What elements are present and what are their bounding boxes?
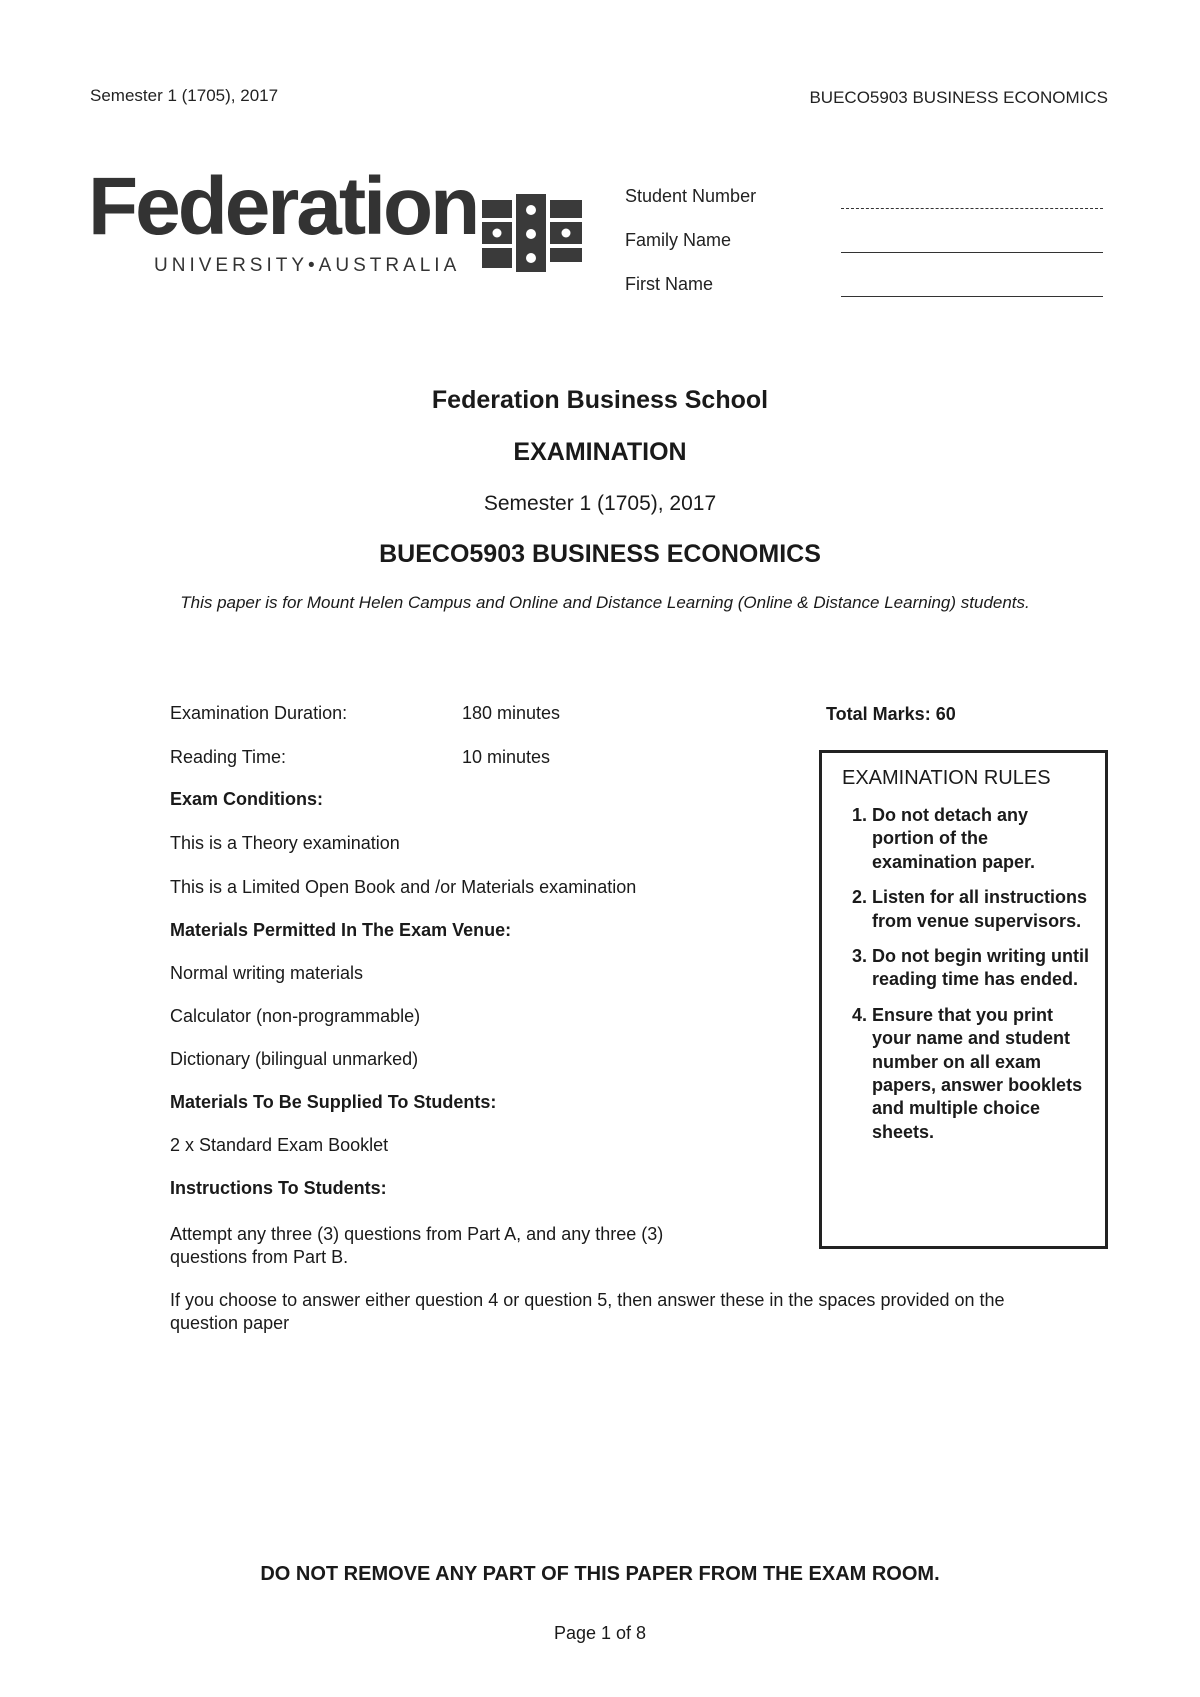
reading-time-label: Reading Time: (170, 747, 287, 767)
course-title: BUECO5903 BUSINESS ECONOMICS (379, 540, 821, 568)
rules-title: EXAMINATION RULES (842, 767, 1051, 789)
student-number-field[interactable] (841, 208, 1103, 209)
family-name-label: Family Name (625, 230, 732, 250)
supplied-booklet: 2 x Standard Exam Booklet (170, 1135, 389, 1155)
permitted-calculator: Calculator (non-programmable) (170, 1006, 421, 1026)
first-name-label: First Name (625, 274, 714, 294)
examination-rules-box (819, 750, 1108, 1249)
header-semester: Semester 1 (1705), 2017 (90, 86, 279, 105)
family-name-field[interactable] (841, 252, 1103, 253)
university-logo (88, 161, 588, 288)
family-name-row (625, 230, 1105, 274)
total-marks: Total Marks: 60 (826, 704, 956, 724)
header-course: BUECO5903 BUSINESS ECONOMICS (809, 88, 1108, 107)
logo-subtitle: UNIVERSITY•AUSTRALIA (154, 255, 461, 276)
materials-permitted-heading: Materials Permitted In The Exam Venue: (170, 920, 512, 940)
rule-item: 1. Do not detach any portion of the examination paper. (872, 804, 1091, 874)
rules-list (842, 804, 1091, 1144)
instructions-heading: Instructions To Students: (170, 1178, 387, 1198)
condition-theory: This is a Theory examination (170, 833, 400, 853)
student-number-row (625, 186, 1105, 230)
federation-flag-icon (480, 190, 584, 276)
do-not-remove-warning: DO NOT REMOVE ANY PART OF THIS PAPER FROM THE EXAM ROOM. (260, 1563, 940, 1585)
logo-wordmark: Federation (88, 161, 478, 252)
duration-label: Examination Duration: (170, 703, 348, 723)
school-title: Federation Business School (431, 386, 769, 414)
first-name-field[interactable] (841, 296, 1103, 297)
exam-title: EXAMINATION (513, 438, 687, 466)
duration-value: 180 minutes (462, 703, 561, 723)
instruction-attempt: Attempt any three (3) questions from Part A, and any three (3) questions from Part B. (170, 1224, 664, 1267)
instruction-answer-spaces: If you choose to answer either question 4 or question 5, then answer these in the spaces provided on the question paper (170, 1290, 1005, 1333)
materials-supplied-heading: Materials To Be Supplied To Students: (170, 1092, 497, 1112)
rule-item: 4. Ensure that you print your name and student number on all exam papers, answer booklets and multiple choice sheets. (872, 1004, 1091, 1144)
semester-title: Semester 1 (1705), 2017 (483, 492, 717, 515)
paper-audience-note: This paper is for Mount Helen Campus and Online and Distance Learning (Online & Distance Learning) students. (180, 593, 1030, 612)
exam-conditions-heading: Exam Conditions: (170, 789, 324, 809)
permitted-writing: Normal writing materials (170, 963, 364, 983)
student-number-label: Student Number (625, 186, 757, 206)
student-details-form (625, 186, 1105, 318)
reading-time-value: 10 minutes (462, 747, 551, 767)
rule-item: 3. Do not begin writing until reading time has ended. (872, 945, 1091, 992)
permitted-dictionary: Dictionary (bilingual unmarked) (170, 1049, 419, 1069)
rule-item: 2. Listen for all instructions from venue supervisors. (872, 886, 1091, 933)
condition-open-book: This is a Limited Open Book and /or Materials examination (170, 877, 637, 897)
page-number: Page 1 of 8 (553, 1623, 647, 1643)
first-name-row (625, 274, 1105, 318)
